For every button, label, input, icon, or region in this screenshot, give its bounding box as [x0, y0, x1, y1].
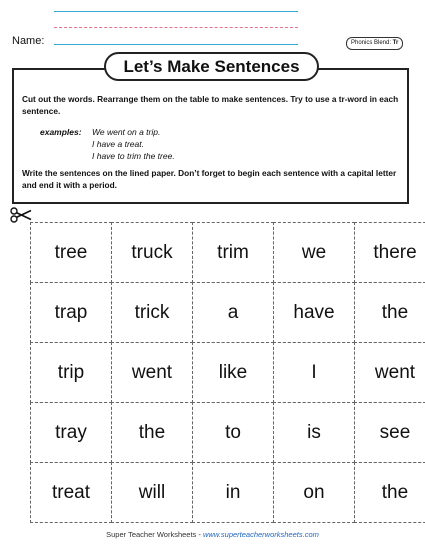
- page-title: Let’s Make Sentences: [104, 52, 319, 81]
- name-guide-top-line: [54, 11, 298, 12]
- footer: [0, 530, 425, 539]
- word-card[interactable]: truck: [111, 222, 193, 283]
- word-card[interactable]: I: [273, 342, 355, 403]
- word-card[interactable]: tray: [30, 402, 112, 463]
- word-card[interactable]: trip: [30, 342, 112, 403]
- scissors-icon: [9, 207, 33, 223]
- instructions-text: Cut out the words. Rearrange them on the table to make sentences. Try to use a tr-word in each sentence.: [22, 94, 399, 116]
- example-sentence: We went on a trip.: [92, 127, 161, 137]
- word-card[interactable]: the: [354, 462, 425, 523]
- word-card[interactable]: is: [273, 402, 355, 463]
- word-card[interactable]: will: [111, 462, 193, 523]
- word-card[interactable]: trap: [30, 282, 112, 343]
- word-card[interactable]: the: [354, 282, 425, 343]
- footer-link[interactable]: www.superteacherworksheets.com: [202, 530, 319, 539]
- word-card-grid: [30, 222, 425, 522]
- word-card[interactable]: like: [192, 342, 274, 403]
- word-card[interactable]: see: [354, 402, 425, 463]
- example-sentence: I have to trim the tree.: [92, 151, 175, 161]
- phonics-blend-value: Tr: [392, 40, 399, 46]
- word-card[interactable]: trick: [111, 282, 193, 343]
- examples-label: examples:: [40, 127, 82, 137]
- phonics-blend-label: Phonics Blend:: [351, 40, 392, 46]
- word-card[interactable]: a: [192, 282, 274, 343]
- name-guide-mid-line: [54, 27, 298, 28]
- footer-brand: Super Teacher Worksheets -: [106, 530, 203, 539]
- word-card[interactable]: on: [273, 462, 355, 523]
- phonics-blend-badge: [346, 37, 403, 50]
- word-card[interactable]: treat: [30, 462, 112, 523]
- name-guide-base-line[interactable]: [54, 44, 298, 45]
- word-card[interactable]: have: [273, 282, 355, 343]
- word-card[interactable]: tree: [30, 222, 112, 283]
- example-sentence: I have a treat.: [92, 139, 144, 149]
- name-label: Name:: [12, 35, 45, 47]
- word-card[interactable]: the: [111, 402, 193, 463]
- word-card[interactable]: there: [354, 222, 425, 283]
- word-card[interactable]: went: [111, 342, 193, 403]
- word-card[interactable]: trim: [192, 222, 274, 283]
- word-card[interactable]: we: [273, 222, 355, 283]
- word-card[interactable]: to: [192, 402, 274, 463]
- writing-instructions-text: Write the sentences on the lined paper. Don’t forget to begin each sentence with a capital letter and end it with a period.: [22, 168, 397, 190]
- word-card[interactable]: in: [192, 462, 274, 523]
- word-card[interactable]: went: [354, 342, 425, 403]
